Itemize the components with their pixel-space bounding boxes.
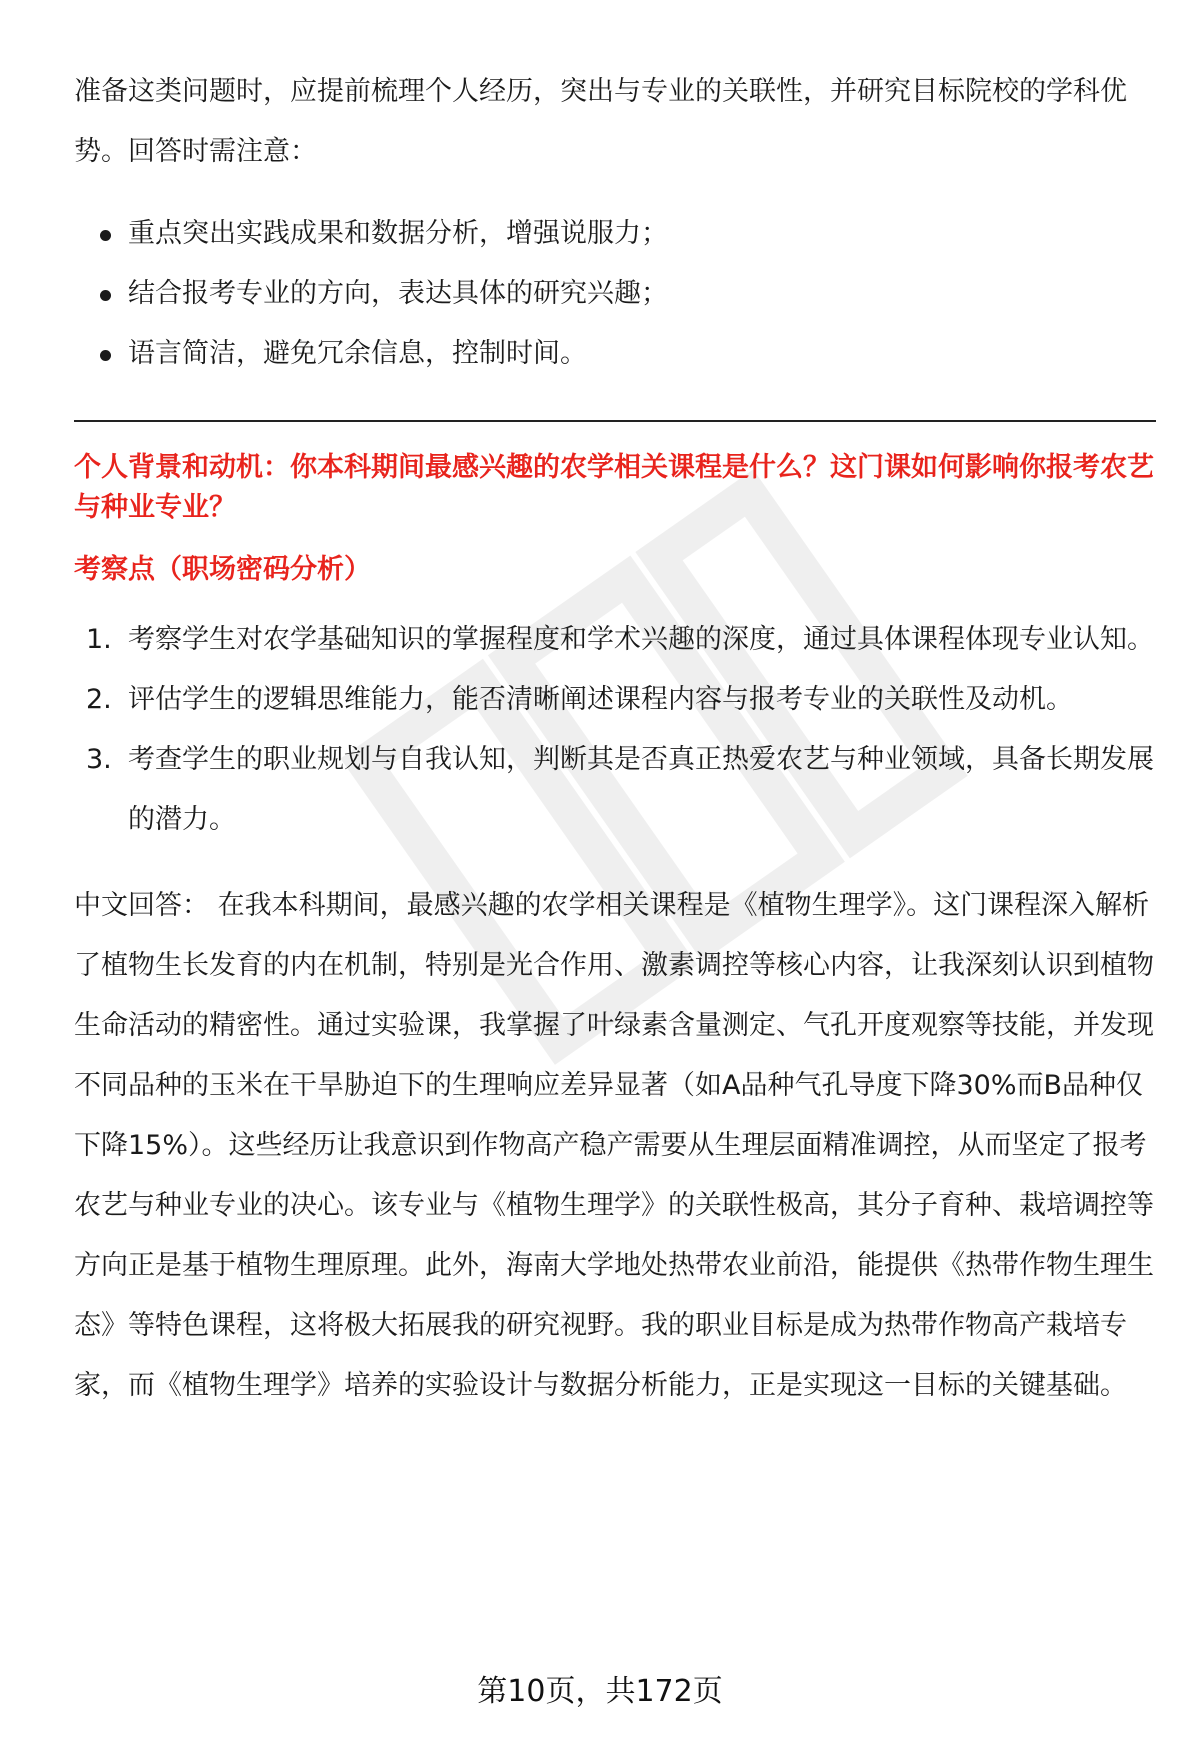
item-number: 1. bbox=[86, 624, 112, 655]
tip-text: 结合报考专业的方向，表达具体的研究兴趣； bbox=[128, 278, 668, 309]
item-number: 3. bbox=[86, 744, 112, 775]
list-item bbox=[74, 264, 1156, 324]
list-item bbox=[74, 610, 1156, 670]
list-item bbox=[74, 730, 1156, 850]
list-item bbox=[74, 204, 1156, 264]
intro-paragraph: 准备这类问题时，应提前梳理个人经历，突出与专业的关联性，并研究目标院校的学科优势。回答时需注意： bbox=[74, 76, 1127, 167]
tip-text: 语言简洁，避免冗余信息，控制时间。 bbox=[128, 338, 587, 369]
section-divider bbox=[74, 420, 1156, 422]
bullet-icon bbox=[100, 230, 111, 241]
section-label: 考察点（职场密码分析） bbox=[74, 554, 371, 585]
point-text: 考察学生对农学基础知识的掌握程度和学术兴趣的深度，通过具体课程体现专业认知。 bbox=[128, 624, 1154, 655]
assessment-points-list bbox=[74, 610, 1156, 850]
tip-text: 重点突出实践成果和数据分析，增强说服力； bbox=[128, 218, 668, 249]
list-item bbox=[74, 324, 1156, 384]
point-text: 考查学生的职业规划与自我认知，判断其是否真正热爱农艺与种业领域，具备长期发展的潜力。 bbox=[128, 744, 1154, 835]
bullet-icon bbox=[100, 350, 111, 361]
document-page bbox=[74, 62, 1156, 1416]
page-footer: 第10页，共172页 bbox=[477, 1674, 723, 1709]
item-number: 2. bbox=[86, 684, 112, 715]
question-title: 个人背景和动机：你本科期间最感兴趣的农学相关课程是什么？这门课如何影响你报考农艺与种业专业？ bbox=[74, 452, 1154, 523]
answer-paragraph: 中文回答： 在我本科期间，最感兴趣的农学相关课程是《植物生理学》。这门课程深入解析了植物生长发育的内在机制，特别是光合作用、激素调控等核心内容，让我深刻认识到植物生命活动的精密性。通过实验课，我掌握了叶绿素含量测定、气孔开度观察等技能，并发现不同品种的玉米在干旱胁迫下的生理响应差异显著（如A品种气孔导度下降30%而B品种仅下降15%）。这些经历让我意识到作物高产稳产需要从生理层面精准调控，从而坚定了报考农艺与种业专业的决心。该专业与《植物生理学》的关联性极高，其分子育种、栽培调控等方向正是基于植物生理原理。此外，海南大学地处热带农业前沿，能提供《热带作物生理生态》等特色课程，这将极大拓展我的研究视野。我的职业目标是成为热带作物高产栽培专家，而《植物生理学》培养的实验设计与数据分析能力，正是实现这一目标的关键基础。 bbox=[74, 890, 1154, 1401]
point-text: 评估学生的逻辑思维能力，能否清晰阐述课程内容与报考专业的关联性及动机。 bbox=[128, 684, 1073, 715]
tips-list bbox=[74, 204, 1156, 384]
list-item bbox=[74, 670, 1156, 730]
bullet-icon bbox=[100, 290, 111, 301]
